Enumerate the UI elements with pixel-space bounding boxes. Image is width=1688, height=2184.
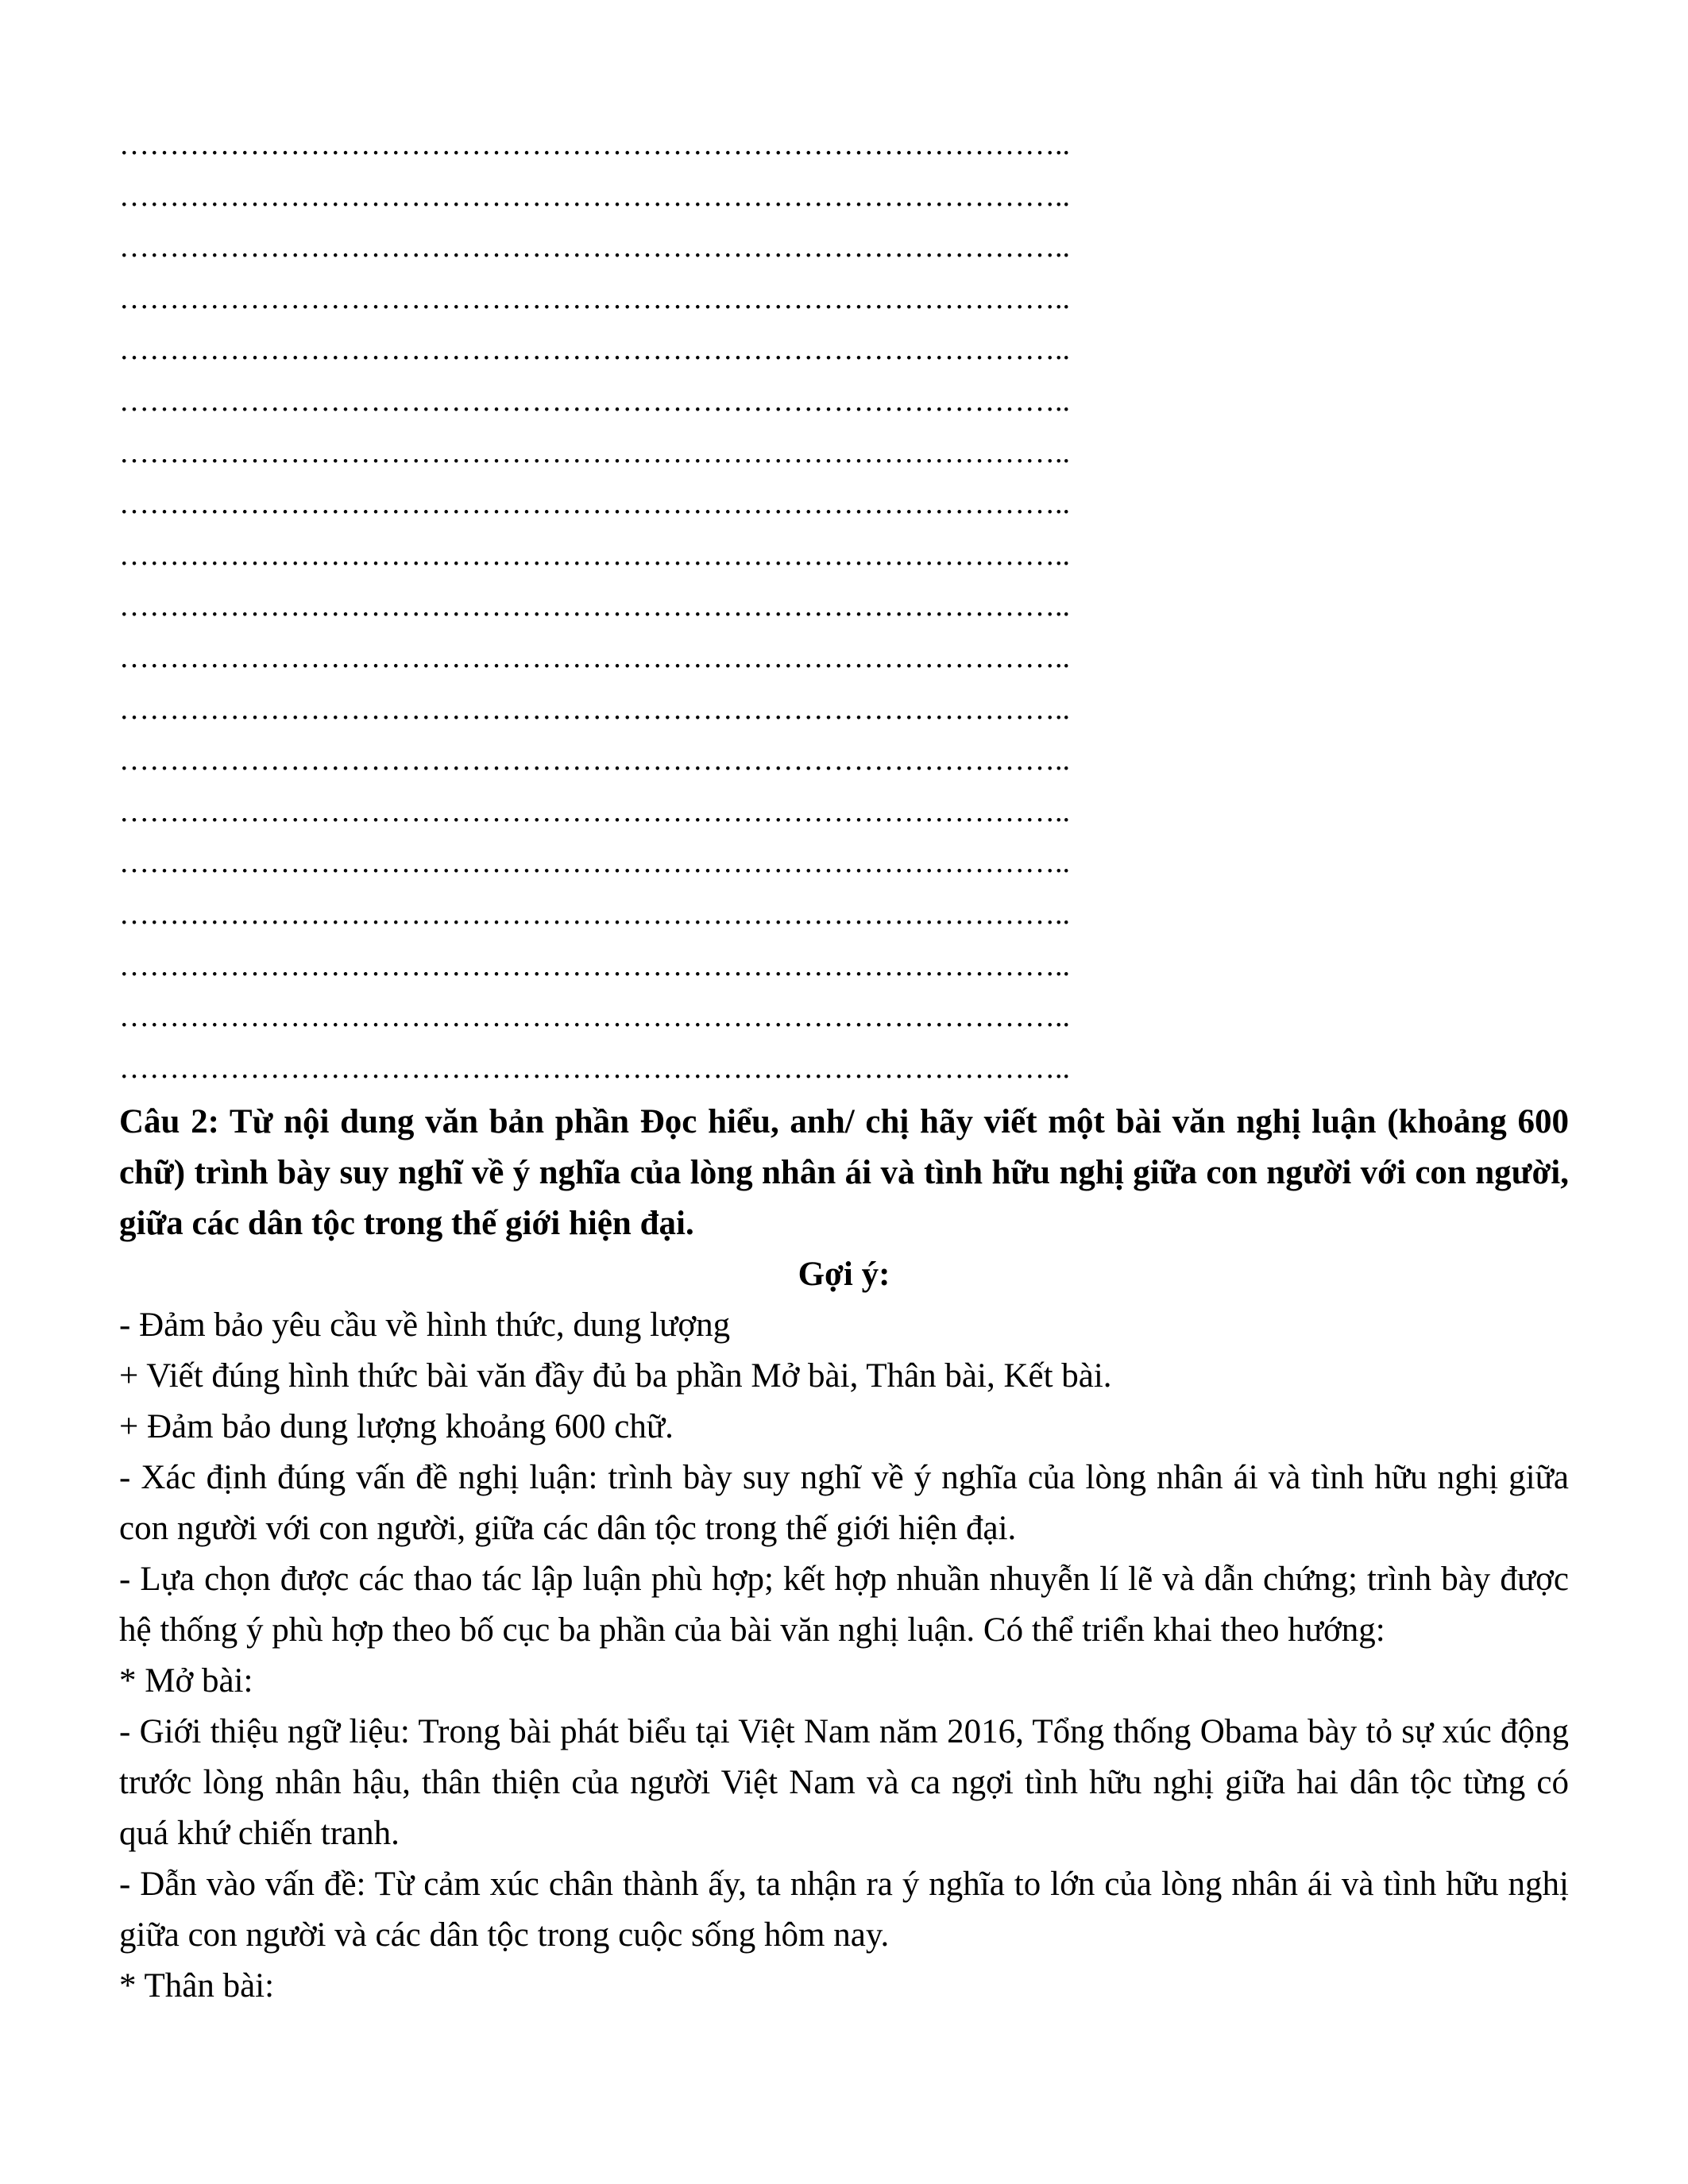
answer-line: ………………………………………………………………………………….. — [119, 487, 1070, 521]
hint-paragraph: - Lựa chọn được các thao tác lập luận phù hợp; kết hợp nhuần nhuyễn lí lẽ và dẫn chứng; trình bày được hệ thống ý phù hợp theo bố cục ba phần của bài văn nghị luận. Có thể triển khai theo hướng: — [119, 1561, 1569, 1650]
answer-line: ………………………………………………………………………………….. — [119, 1051, 1070, 1085]
answer-line: ………………………………………………………………………………….. — [119, 589, 1070, 623]
answer-line: ………………………………………………………………………………….. — [119, 230, 1070, 264]
answer-line: ………………………………………………………………………………….. — [119, 333, 1070, 367]
answer-line: ………………………………………………………………………………….. — [119, 640, 1070, 674]
answer-line: ………………………………………………………………………………….. — [119, 897, 1070, 931]
answer-line: ………………………………………………………………………………….. — [119, 794, 1070, 828]
answer-line: ………………………………………………………………………………….. — [119, 384, 1070, 418]
document-page — [119, 119, 1569, 2012]
hint-paragraph: - Xác định đúng vấn đề nghị luận: trình bày suy nghĩ về ý nghĩa của lòng nhân ái và tình hữu nghị giữa con người với con người, giữa các dân tộc trong thế giới hiện đại. — [119, 1459, 1569, 1548]
hint-paragraph: * Thân bài: — [119, 1967, 275, 2005]
answer-line: ………………………………………………………………………………….. — [119, 179, 1070, 213]
hint-body — [119, 1300, 1569, 2012]
answer-lines — [119, 119, 1569, 1094]
answer-line: ………………………………………………………………………………….. — [119, 1000, 1070, 1034]
answer-line: ………………………………………………………………………………….. — [119, 692, 1070, 726]
answer-line: ………………………………………………………………………………….. — [119, 281, 1070, 315]
answer-line: ………………………………………………………………………………….. — [119, 846, 1070, 880]
hint-paragraph: * Mở bài: — [119, 1662, 253, 1700]
answer-line: ………………………………………………………………………………….. — [119, 948, 1070, 982]
hint-paragraph: - Giới thiệu ngữ liệu: Trong bài phát biểu tại Việt Nam năm 2016, Tổng thống Obama bày tỏ sự xúc động trước lòng nhân hậu, thân thiện của người Việt Nam và ca ngợi tình hữu nghị giữa hai dân tộc từng có quá khứ chiến tranh. — [119, 1713, 1569, 1853]
answer-line: ………………………………………………………………………………….. — [119, 128, 1070, 161]
question-2: Câu 2: Từ nội dung văn bản phần Đọc hiểu, anh/ chị hãy viết một bài văn nghị luận (khoảng 600 chữ) trình bày suy nghĩ về ý nghĩa của lòng nhân ái và tình hữu nghị giữa con người với con người, giữa các dân tộc trong thế giới hiện đại. — [119, 1103, 1569, 1243]
hint-paragraph: + Đảm bảo dung lượng khoảng 600 chữ. — [119, 1408, 674, 1446]
answer-line: ………………………………………………………………………………….. — [119, 435, 1070, 469]
answer-line: ………………………………………………………………………………….. — [119, 743, 1070, 778]
hint-paragraph: + Viết đúng hình thức bài văn đầy đủ ba phần Mở bài, Thân bài, Kết bài. — [119, 1357, 1112, 1395]
hint-title: Gợi ý: — [798, 1256, 890, 1294]
hint-paragraph: - Đảm bảo yêu cầu về hình thức, dung lượng — [119, 1306, 731, 1345]
answer-line: ………………………………………………………………………………….. — [119, 538, 1070, 572]
hint-paragraph: - Dẫn vào vấn đề: Từ cảm xúc chân thành ấy, ta nhận ra ý nghĩa to lớn của lòng nhân ái và tình hữu nghị giữa con người và các dân tộc trong cuộc sống hôm nay. — [119, 1866, 1569, 1954]
